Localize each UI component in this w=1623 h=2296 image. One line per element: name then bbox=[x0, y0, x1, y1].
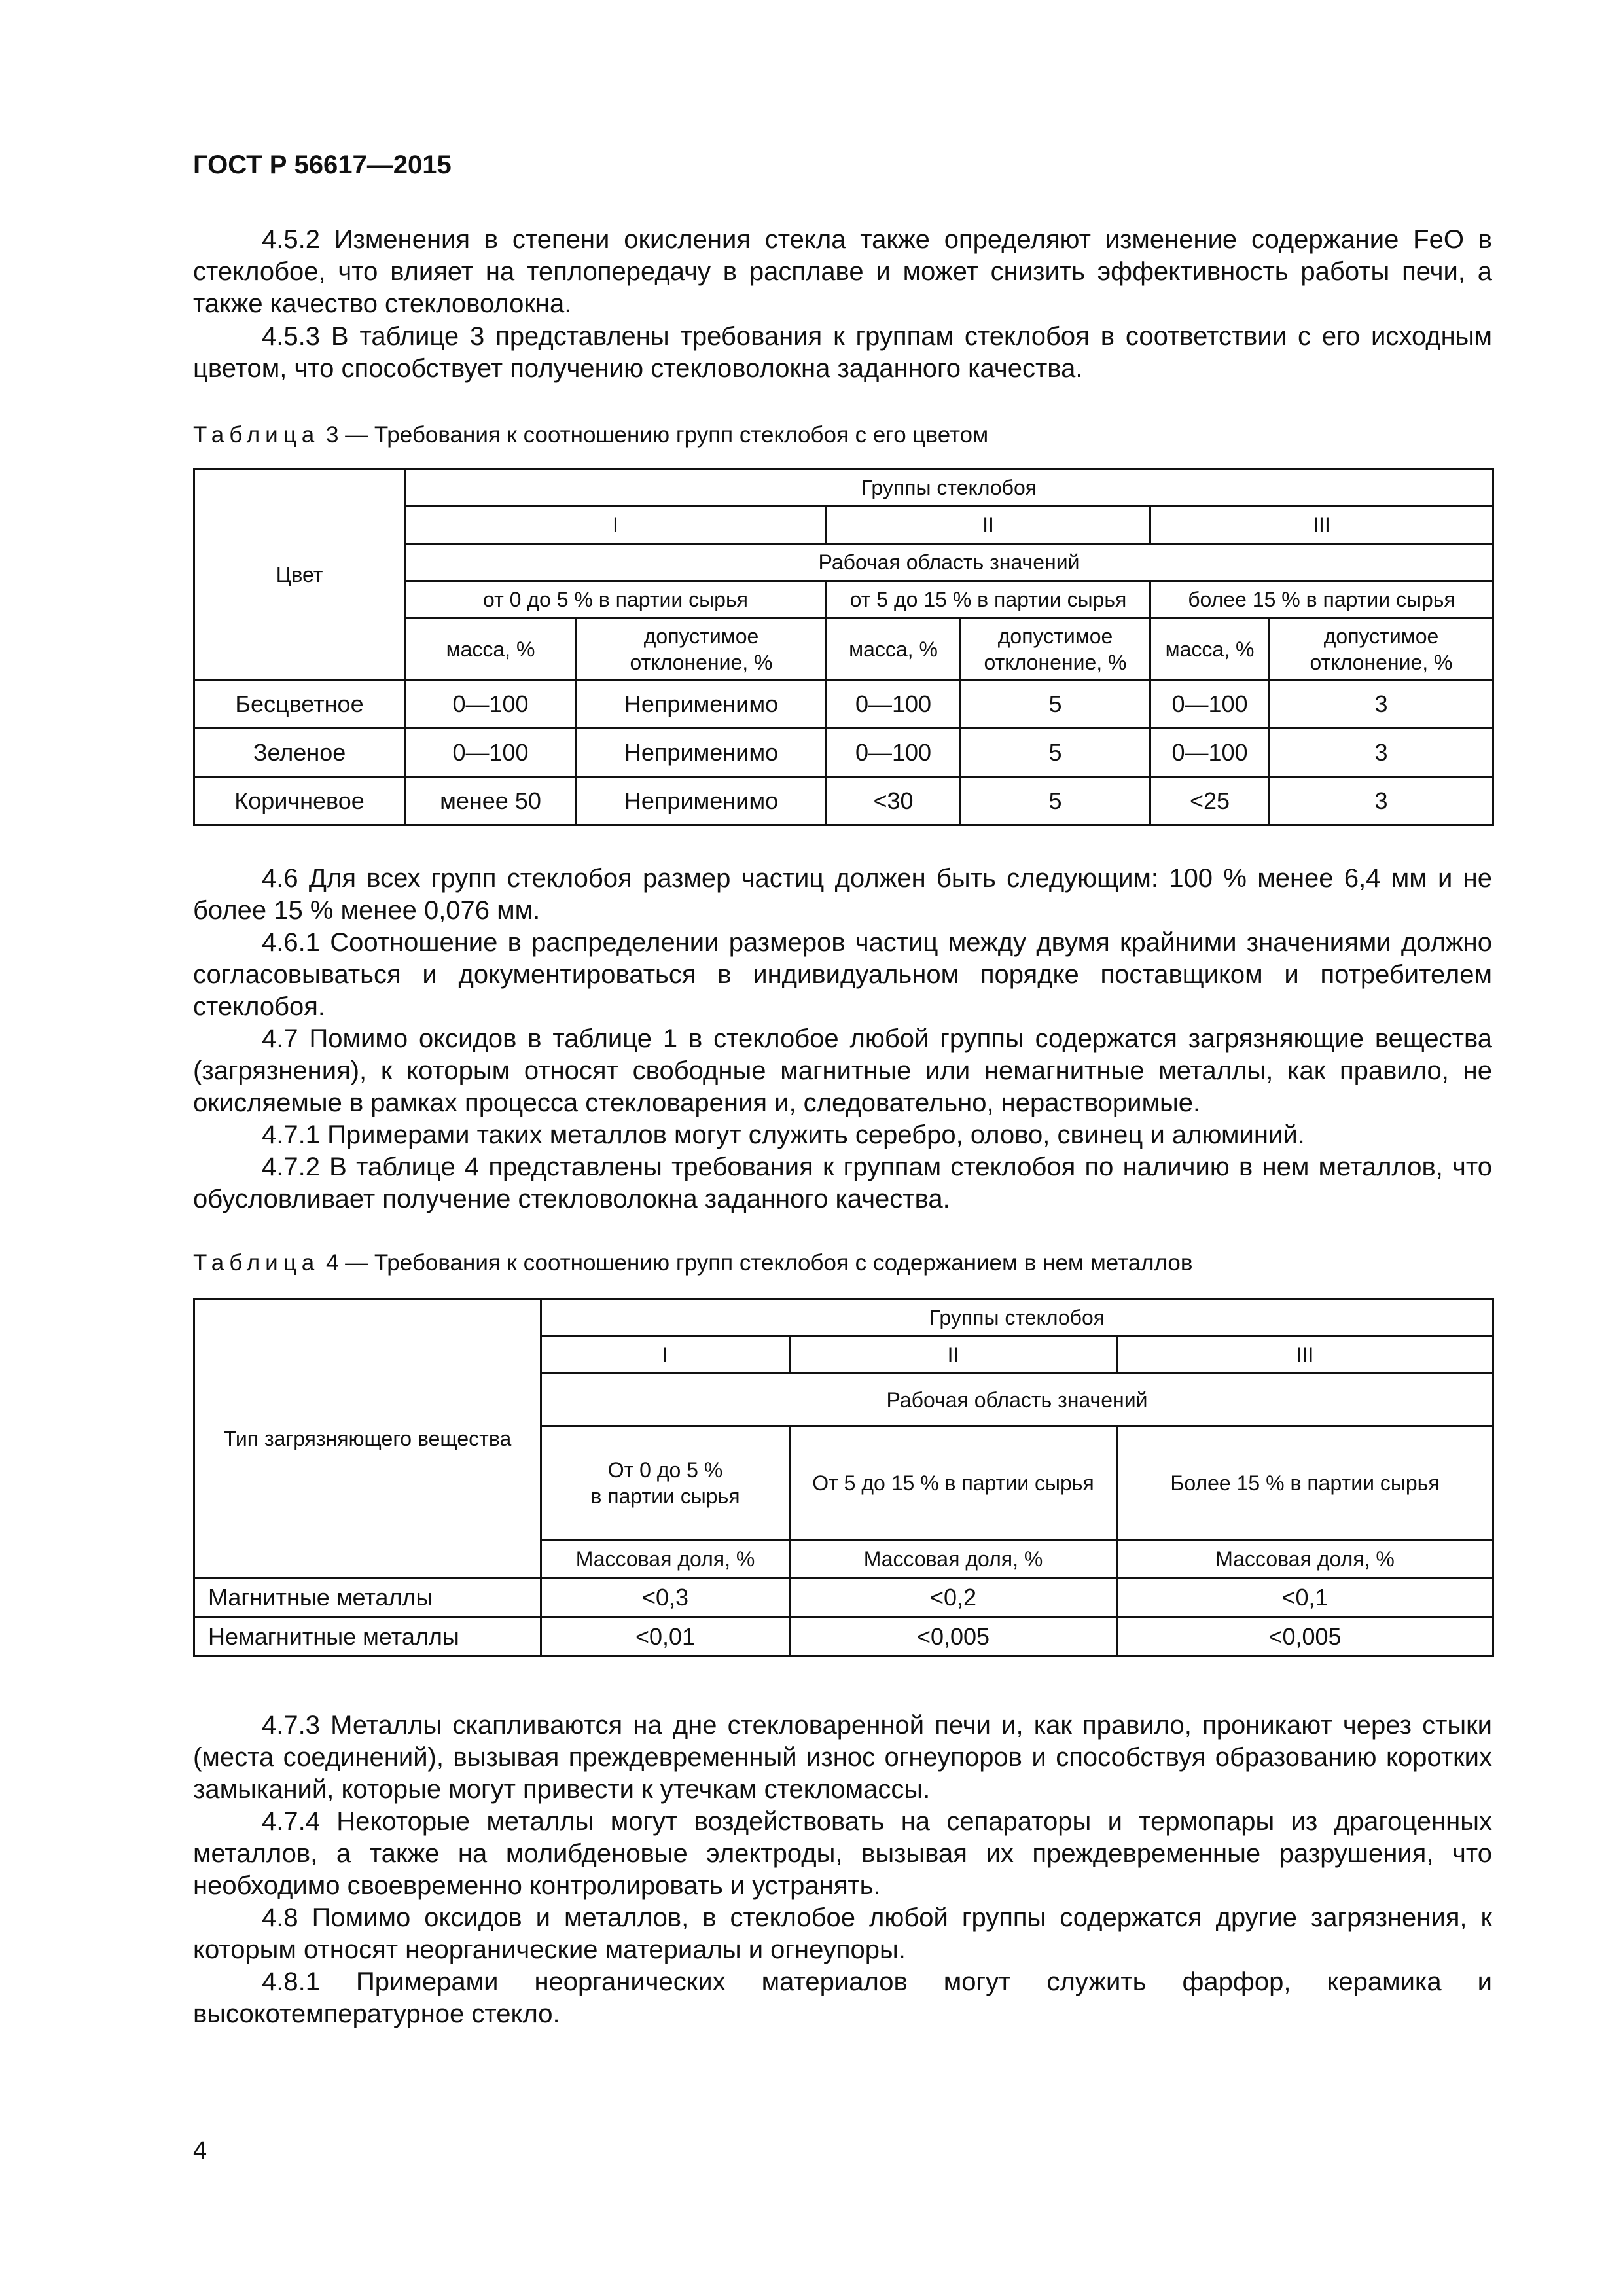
table3-cell: 5 bbox=[961, 680, 1150, 728]
table3-group-iii: III bbox=[1150, 507, 1493, 544]
table3-cell: <30 bbox=[827, 777, 961, 825]
table3-row bbox=[194, 680, 1493, 728]
table4-cell: Немагнитные металлы bbox=[194, 1617, 541, 1657]
table3-deviation-ii: допустимое отклонение, % bbox=[961, 619, 1150, 680]
paragraph-4-7-3: 4.7.3 Металлы скапливаются на дне стекловаренной печи и, как правило, проникают через стыки (места соединений), вызывая преждевременный износ огнеупоров и способствуя образованию коротких замыканий, которые могут привести к утечкам стекломассы. bbox=[193, 1711, 1492, 1804]
table3-caption-prefix: Таблица bbox=[193, 422, 320, 448]
table3-cell: <25 bbox=[1150, 777, 1270, 825]
table4-range-iii: Более 15 % в партии сырья bbox=[1117, 1426, 1493, 1541]
table4-range-ii: От 5 до 15 % в партии сырья bbox=[790, 1426, 1117, 1541]
paragraph-4-8: 4.8 Помимо оксидов и металлов, в стеклобое любой группы содержатся другие загрязнения, к которым относят неорганические материалы и огнеупоры. bbox=[193, 1903, 1492, 1964]
page-number: 4 bbox=[193, 2137, 207, 2164]
table4-range-i bbox=[541, 1426, 790, 1541]
table3-cell: Зеленое bbox=[194, 728, 405, 777]
table4-cell: <0,1 bbox=[1117, 1578, 1493, 1617]
table4-cell: Магнитные металлы bbox=[194, 1578, 541, 1617]
table3-cell: менее 50 bbox=[405, 777, 577, 825]
table3-cell: 0—100 bbox=[827, 728, 961, 777]
paragraph-4-7-1: 4.7.1 Примерами таких металлов могут служить серебро, олово, свинец и алюминий. bbox=[262, 1121, 1305, 1149]
document-header: ГОСТ Р 56617—2015 bbox=[193, 151, 452, 179]
table3-range-i: от 0 до 5 % в партии сырья bbox=[405, 581, 827, 619]
paragraph-4-5-3: 4.5.3 В таблице 3 представлены требования к группам стеклобоя в соответствии с его исходным цветом, что способствует получению стекловолокна заданного качества. bbox=[193, 322, 1492, 383]
table3-mass-iii: масса, % bbox=[1150, 619, 1270, 680]
table3-cell: 0—100 bbox=[405, 728, 577, 777]
table4-cell: <0,3 bbox=[541, 1578, 790, 1617]
paragraph-4-6: 4.6 Для всех групп стеклобоя размер частиц должен быть следующим: 100 % менее 6,4 мм и не более 15 % менее 0,076 мм. bbox=[193, 864, 1492, 925]
table3-cell: 0—100 bbox=[827, 680, 961, 728]
table4 bbox=[193, 1298, 1494, 1657]
table3-cell: 0—100 bbox=[1150, 728, 1270, 777]
table3-mass-i: масса, % bbox=[405, 619, 577, 680]
paragraph-4-5-2: 4.5.2 Изменения в степени окисления стекла также определяют изменение содержание FeO в стеклобое, что влияет на теплопередачу в расплаве и может снизить эффективность работы печи, а также качество стекловолокна. bbox=[193, 225, 1492, 318]
table4-mass-share-iii: Массовая доля, % bbox=[1117, 1541, 1493, 1578]
paragraph-4-7-2: 4.7.2 В таблице 4 представлены требования к группам стеклобоя по наличию в нем металлов, что обусловливает получение стекловолокна заданного качества. bbox=[193, 1153, 1492, 1213]
table4-cell: <0,01 bbox=[541, 1617, 790, 1657]
paragraph-4-6-1: 4.6.1 Соотношение в распределении размеров частиц между двумя крайними значениями должно согласовываться и документироваться в индивидуальном порядке поставщиком и потребителем стеклобоя. bbox=[193, 928, 1492, 1021]
paragraph-4-8-1: 4.8.1 Примерами неорганических материалов могут служить фарфор, керамика и высокотемпературное стекло. bbox=[193, 1967, 1492, 2028]
table4-mass-share-ii: Массовая доля, % bbox=[790, 1541, 1117, 1578]
table3-cell: 5 bbox=[961, 728, 1150, 777]
table4-caption-text: 4 — Требования к соотношению групп стеклобоя с содержанием в нем металлов bbox=[319, 1250, 1193, 1276]
table4-range-i-line1: От 0 до 5 % bbox=[607, 1458, 723, 1482]
table3-cell: 0—100 bbox=[405, 680, 577, 728]
table4-group-i: I bbox=[541, 1336, 790, 1374]
table4-group-iii: III bbox=[1117, 1336, 1493, 1374]
table3-group-ii: II bbox=[827, 507, 1150, 544]
table3-header-range: Рабочая область значений bbox=[405, 544, 1493, 581]
table3-cell: Неприменимо bbox=[577, 680, 827, 728]
table3-cell: Неприменимо bbox=[577, 728, 827, 777]
table3-caption-text: 3 — Требования к соотношению групп стеклобоя с его цветом bbox=[319, 422, 989, 448]
table4-cell: <0,005 bbox=[790, 1617, 1117, 1657]
table4-cell: <0,005 bbox=[1117, 1617, 1493, 1657]
table3-cell: 3 bbox=[1270, 680, 1493, 728]
table3-deviation-i: допустимое отклонение, % bbox=[577, 619, 827, 680]
table4-mass-share-i: Массовая доля, % bbox=[541, 1541, 790, 1578]
table3-deviation-iii: допустимое отклонение, % bbox=[1270, 619, 1493, 680]
table3-mass-ii: масса, % bbox=[827, 619, 961, 680]
table3-cell: 3 bbox=[1270, 728, 1493, 777]
table3-row bbox=[194, 777, 1493, 825]
table3-row bbox=[194, 728, 1493, 777]
table4-group-ii: II bbox=[790, 1336, 1117, 1374]
table3-cell: Неприменимо bbox=[577, 777, 827, 825]
table4-header-type: Тип загрязняющего вещества bbox=[194, 1299, 541, 1578]
table3-caption bbox=[193, 422, 988, 448]
table4-row bbox=[194, 1617, 1493, 1657]
table3-group-i: I bbox=[405, 507, 827, 544]
table3-range-iii: более 15 % в партии сырья bbox=[1150, 581, 1493, 619]
table4-caption-prefix: Таблица bbox=[193, 1250, 320, 1276]
table3-header-color: Цвет bbox=[194, 469, 405, 680]
table3-cell: 0—100 bbox=[1150, 680, 1270, 728]
paragraph-4-7-4: 4.7.4 Некоторые металлы могут воздействовать на сепараторы и термопары из драгоценных металлов, а также на молибденовые электроды, вызывая их преждевременные разрушения, что необходимо своевременно контролировать и устранять. bbox=[193, 1807, 1492, 1900]
table3-cell: Коричневое bbox=[194, 777, 405, 825]
table4-header-groups: Группы стеклобоя bbox=[541, 1299, 1493, 1336]
table3-header-groups: Группы стеклобоя bbox=[405, 469, 1493, 507]
table4-range-i-line2: в партии сырья bbox=[590, 1484, 740, 1508]
table3 bbox=[193, 468, 1494, 826]
table3-cell: 5 bbox=[961, 777, 1150, 825]
table4-row bbox=[194, 1578, 1493, 1617]
table4-caption bbox=[193, 1250, 1192, 1276]
table4-header-range: Рабочая область значений bbox=[541, 1374, 1493, 1426]
table3-cell: 3 bbox=[1270, 777, 1493, 825]
table3-range-ii: от 5 до 15 % в партии сырья bbox=[827, 581, 1150, 619]
table3-cell: Бесцветное bbox=[194, 680, 405, 728]
table4-cell: <0,2 bbox=[790, 1578, 1117, 1617]
paragraph-4-7: 4.7 Помимо оксидов в таблице 1 в стеклобое любой группы содержатся загрязняющие вещества (загрязнения), к которым относят свободные магнитные или немагнитные металлы, как правило, не окисляемые в рамках процесса стекловарения и, следовательно, нерастворимые. bbox=[193, 1024, 1492, 1117]
